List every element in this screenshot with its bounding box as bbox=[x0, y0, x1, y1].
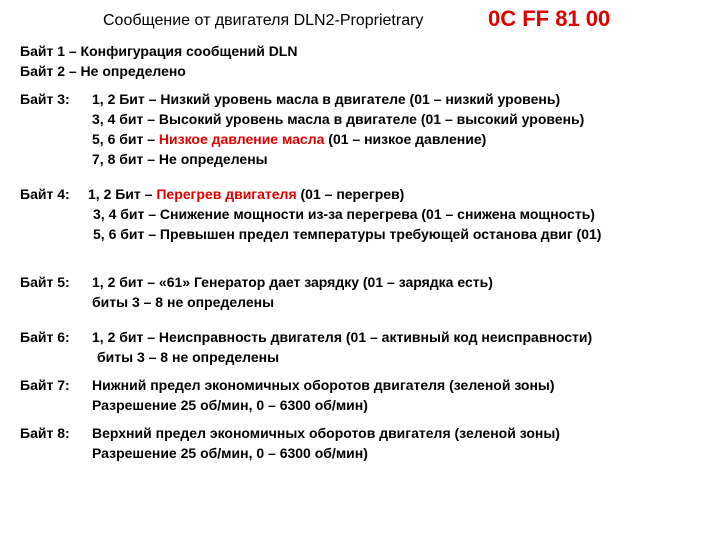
byte4-block bbox=[20, 184, 712, 244]
intro-byte2: Байт 2 – Не определено bbox=[20, 63, 186, 79]
byte4-line2: 3, 4 бит – Снижение мощности из-за перегрева (01 – снижена мощность) bbox=[93, 206, 595, 222]
byte7-block bbox=[20, 375, 712, 415]
byte6-line2: биты 3 – 8 не определены bbox=[97, 349, 280, 365]
byte3-line1: 1, 2 Бит – Низкий уровень масла в двигателе (01 – низкий уровень) bbox=[92, 91, 561, 107]
byte4-label: Байт 4: bbox=[20, 186, 70, 202]
intro-byte1: Байт 1 – Конфигурация сообщений DLN bbox=[20, 43, 298, 59]
byte8-line2: Разрешение 25 об/мин, 0 – 6300 об/мин) bbox=[92, 445, 368, 461]
byte5-label: Байт 5: bbox=[20, 274, 70, 290]
byte5-line1: 1, 2 бит – «61» Генератор дает зарядку (01 – зарядка есть) bbox=[92, 274, 493, 290]
byte5-block bbox=[20, 272, 712, 312]
byte4-line1 bbox=[88, 184, 601, 204]
byte3-line4: 7, 8 бит – Не определены bbox=[92, 151, 268, 167]
byte7-line1: Нижний предел экономичных оборотов двигателя (зеленой зоны) bbox=[92, 377, 555, 393]
byte6-label: Байт 6: bbox=[20, 329, 70, 345]
byte4-line1-suffix: (01 – перегрев) bbox=[296, 186, 405, 202]
byte8-block bbox=[20, 423, 712, 463]
byte7-line2: Разрешение 25 об/мин, 0 – 6300 об/мин) bbox=[92, 397, 368, 413]
byte3-line3-prefix: 5, 6 бит – bbox=[92, 131, 159, 147]
byte7-label: Байт 7: bbox=[20, 377, 70, 393]
byte3-label: Байт 3: bbox=[20, 91, 70, 107]
slide-title: Сообщение от двигателя DLN2-Proprietrary bbox=[103, 12, 424, 29]
slide-content bbox=[20, 41, 712, 463]
byte6-block bbox=[20, 327, 712, 367]
byte6-line1: 1, 2 бит – Неисправность двигателя (01 – активный код неисправности) bbox=[92, 329, 593, 345]
message-id-code: 0C FF 81 00 bbox=[488, 6, 611, 31]
byte8-line1: Верхний предел экономичных оборотов двигателя (зеленой зоны) bbox=[92, 425, 560, 441]
byte5-line2: биты 3 – 8 не определены bbox=[92, 294, 275, 310]
byte4-line3: 5, 6 бит – Превышен предел температуры требующей останова двиг (01) bbox=[93, 226, 602, 242]
byte3-line3 bbox=[92, 129, 584, 149]
byte3-block bbox=[20, 89, 712, 169]
byte4-line1-prefix: 1, 2 Бит – bbox=[88, 186, 157, 202]
byte3-line3-suffix: (01 – низкое давление) bbox=[324, 131, 487, 147]
byte4-line1-highlight: Перегрев двигателя bbox=[156, 186, 297, 202]
byte3-line2: 3, 4 бит – Высокий уровень масла в двигателе (01 – высокий уровень) bbox=[92, 111, 585, 127]
byte3-line3-highlight: Низкое давление масла bbox=[158, 131, 325, 147]
byte8-label: Байт 8: bbox=[20, 425, 70, 441]
